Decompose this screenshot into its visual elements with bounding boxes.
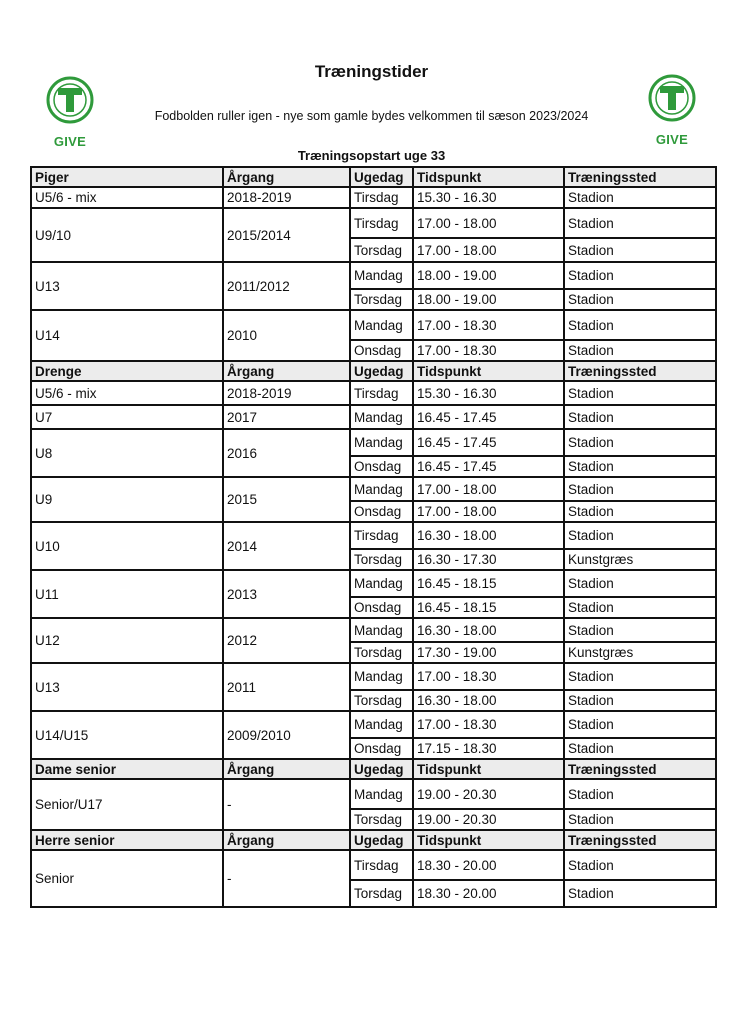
session-time: 17.00 - 18.00 bbox=[413, 477, 564, 501]
session-place: Kunstgræs bbox=[564, 642, 716, 663]
session-time: 17.00 - 18.00 bbox=[413, 208, 564, 238]
training-schedule-table bbox=[30, 166, 717, 908]
team-year: 2011 bbox=[223, 663, 350, 711]
session-day: Torsdag bbox=[350, 642, 413, 663]
team-name: U14/U15 bbox=[31, 711, 223, 759]
session-place: Stadion bbox=[564, 456, 716, 477]
table-row bbox=[31, 779, 716, 809]
session-time: 18.30 - 20.00 bbox=[413, 880, 564, 907]
column-header-aargang: Årgang bbox=[223, 759, 350, 779]
session-place: Stadion bbox=[564, 779, 716, 809]
session-time: 19.00 - 20.30 bbox=[413, 809, 564, 830]
column-header-sted: Træningssted bbox=[564, 759, 716, 779]
session-place: Stadion bbox=[564, 289, 716, 310]
session-place: Stadion bbox=[564, 262, 716, 289]
session-day: Onsdag bbox=[350, 738, 413, 759]
team-year: 2016 bbox=[223, 429, 350, 477]
team-name: U13 bbox=[31, 663, 223, 711]
session-place: Stadion bbox=[564, 880, 716, 907]
team-year: 2014 bbox=[223, 522, 350, 570]
team-year: 2010 bbox=[223, 310, 350, 361]
session-day: Torsdag bbox=[350, 690, 413, 711]
team-name: U13 bbox=[31, 262, 223, 310]
session-time: 16.45 - 17.45 bbox=[413, 429, 564, 456]
section-title: Herre senior bbox=[31, 830, 223, 850]
team-name: U12 bbox=[31, 618, 223, 663]
session-place: Stadion bbox=[564, 310, 716, 340]
section-header-row bbox=[31, 361, 716, 381]
session-time: 17.00 - 18.00 bbox=[413, 238, 564, 262]
session-place: Stadion bbox=[564, 405, 716, 429]
session-place: Kunstgræs bbox=[564, 549, 716, 570]
logo-give-text: GIVE bbox=[655, 132, 689, 147]
session-time: 17.15 - 18.30 bbox=[413, 738, 564, 759]
team-year: 2009/2010 bbox=[223, 711, 350, 759]
team-name: U5/6 - mix bbox=[31, 187, 223, 208]
session-day: Torsdag bbox=[350, 289, 413, 310]
session-day: Tirsdag bbox=[350, 208, 413, 238]
session-day: Torsdag bbox=[350, 549, 413, 570]
team-year: 2017 bbox=[223, 405, 350, 429]
table-row bbox=[31, 310, 716, 340]
table-row bbox=[31, 663, 716, 690]
team-year: - bbox=[223, 850, 350, 907]
team-name: U8 bbox=[31, 429, 223, 477]
session-time: 18.00 - 19.00 bbox=[413, 262, 564, 289]
team-year: 2013 bbox=[223, 570, 350, 618]
session-day: Mandag bbox=[350, 310, 413, 340]
section-header-row bbox=[31, 830, 716, 850]
team-name: U10 bbox=[31, 522, 223, 570]
session-day: Mandag bbox=[350, 262, 413, 289]
session-place: Stadion bbox=[564, 477, 716, 501]
session-time: 15.30 - 16.30 bbox=[413, 381, 564, 405]
table-row bbox=[31, 570, 716, 597]
session-place: Stadion bbox=[564, 597, 716, 618]
session-place: Stadion bbox=[564, 663, 716, 690]
session-time: 16.30 - 18.00 bbox=[413, 522, 564, 549]
column-header-sted: Træningssted bbox=[564, 361, 716, 381]
team-year: 2012 bbox=[223, 618, 350, 663]
session-time: 16.45 - 17.45 bbox=[413, 405, 564, 429]
team-name: U11 bbox=[31, 570, 223, 618]
session-day: Onsdag bbox=[350, 597, 413, 618]
column-header-sted: Træningssted bbox=[564, 830, 716, 850]
session-day: Mandag bbox=[350, 663, 413, 690]
session-place: Stadion bbox=[564, 187, 716, 208]
session-day: Tirsdag bbox=[350, 522, 413, 549]
column-header-aargang: Årgang bbox=[223, 830, 350, 850]
table-row bbox=[31, 208, 716, 238]
session-day: Mandag bbox=[350, 405, 413, 429]
session-place: Stadion bbox=[564, 738, 716, 759]
section-header-row bbox=[31, 759, 716, 779]
session-day: Tirsdag bbox=[350, 381, 413, 405]
session-time: 18.30 - 20.00 bbox=[413, 850, 564, 880]
session-place: Stadion bbox=[564, 522, 716, 549]
session-place: Stadion bbox=[564, 570, 716, 597]
session-time: 17.00 - 18.30 bbox=[413, 711, 564, 738]
session-place: Stadion bbox=[564, 340, 716, 361]
column-header-tidspunkt: Tidspunkt bbox=[413, 361, 564, 381]
session-place: Stadion bbox=[564, 618, 716, 642]
session-time: 17.00 - 18.00 bbox=[413, 501, 564, 522]
session-day: Torsdag bbox=[350, 880, 413, 907]
session-place: Stadion bbox=[564, 690, 716, 711]
session-time: 17.30 - 19.00 bbox=[413, 642, 564, 663]
column-header-tidspunkt: Tidspunkt bbox=[413, 759, 564, 779]
team-name: U9/10 bbox=[31, 208, 223, 262]
session-time: 15.30 - 16.30 bbox=[413, 187, 564, 208]
session-time: 17.00 - 18.30 bbox=[413, 663, 564, 690]
column-header-aargang: Årgang bbox=[223, 361, 350, 381]
session-place: Stadion bbox=[564, 381, 716, 405]
session-place: Stadion bbox=[564, 850, 716, 880]
session-time: 16.30 - 18.00 bbox=[413, 618, 564, 642]
session-time: 17.00 - 18.30 bbox=[413, 340, 564, 361]
column-header-sted: Træningssted bbox=[564, 167, 716, 187]
team-year: 2011/2012 bbox=[223, 262, 350, 310]
section-title: Dame senior bbox=[31, 759, 223, 779]
session-day: Torsdag bbox=[350, 809, 413, 830]
column-header-ugedag: Ugedag bbox=[350, 361, 413, 381]
table-row bbox=[31, 187, 716, 208]
table-row bbox=[31, 477, 716, 501]
table-row bbox=[31, 381, 716, 405]
logo-give-text: GIVE bbox=[53, 134, 87, 149]
team-year: 2018-2019 bbox=[223, 381, 350, 405]
section-title: Piger bbox=[31, 167, 223, 187]
team-name: Senior/U17 bbox=[31, 779, 223, 830]
table-row bbox=[31, 262, 716, 289]
team-year: 2015/2014 bbox=[223, 208, 350, 262]
column-header-ugedag: Ugedag bbox=[350, 167, 413, 187]
session-place: Stadion bbox=[564, 238, 716, 262]
session-time: 19.00 - 20.30 bbox=[413, 779, 564, 809]
team-year: 2015 bbox=[223, 477, 350, 522]
column-header-ugedag: Ugedag bbox=[350, 759, 413, 779]
session-place: Stadion bbox=[564, 208, 716, 238]
session-day: Onsdag bbox=[350, 456, 413, 477]
session-day: Mandag bbox=[350, 779, 413, 809]
session-time: 18.00 - 19.00 bbox=[413, 289, 564, 310]
column-header-aargang: Årgang bbox=[223, 167, 350, 187]
session-place: Stadion bbox=[564, 711, 716, 738]
column-header-tidspunkt: Tidspunkt bbox=[413, 167, 564, 187]
session-day: Torsdag bbox=[350, 238, 413, 262]
team-name: U5/6 - mix bbox=[31, 381, 223, 405]
table-row bbox=[31, 429, 716, 456]
session-day: Mandag bbox=[350, 429, 413, 456]
page-title: Træningstider bbox=[314, 62, 429, 81]
table-row bbox=[31, 850, 716, 880]
session-time: 17.00 - 18.30 bbox=[413, 310, 564, 340]
session-place: Stadion bbox=[564, 501, 716, 522]
team-name: Senior bbox=[31, 850, 223, 907]
session-time: 16.45 - 18.15 bbox=[413, 570, 564, 597]
session-time: 16.45 - 17.45 bbox=[413, 456, 564, 477]
session-time: 16.30 - 17.30 bbox=[413, 549, 564, 570]
session-time: 16.45 - 18.15 bbox=[413, 597, 564, 618]
session-day: Mandag bbox=[350, 570, 413, 597]
session-day: Tirsdag bbox=[350, 187, 413, 208]
session-day: Tirsdag bbox=[350, 850, 413, 880]
page-subtitle: Fodbolden ruller igen - nye som gamle bydes velkommen til sæson 2023/2024 bbox=[154, 109, 589, 123]
team-name: U9 bbox=[31, 477, 223, 522]
team-year: - bbox=[223, 779, 350, 830]
team-name: U14 bbox=[31, 310, 223, 361]
session-day: Mandag bbox=[350, 618, 413, 642]
session-place: Stadion bbox=[564, 809, 716, 830]
table-row bbox=[31, 405, 716, 429]
column-header-ugedag: Ugedag bbox=[350, 830, 413, 850]
session-place: Stadion bbox=[564, 429, 716, 456]
section-title: Drenge bbox=[31, 361, 223, 381]
table-row bbox=[31, 711, 716, 738]
section-header-row bbox=[31, 167, 716, 187]
session-day: Mandag bbox=[350, 711, 413, 738]
session-day: Onsdag bbox=[350, 340, 413, 361]
session-day: Mandag bbox=[350, 477, 413, 501]
table-caption: Træningsopstart uge 33 bbox=[297, 148, 446, 163]
session-time: 16.30 - 18.00 bbox=[413, 690, 564, 711]
table-row bbox=[31, 618, 716, 642]
team-name: U7 bbox=[31, 405, 223, 429]
session-day: Onsdag bbox=[350, 501, 413, 522]
table-row bbox=[31, 522, 716, 549]
column-header-tidspunkt: Tidspunkt bbox=[413, 830, 564, 850]
team-year: 2018-2019 bbox=[223, 187, 350, 208]
